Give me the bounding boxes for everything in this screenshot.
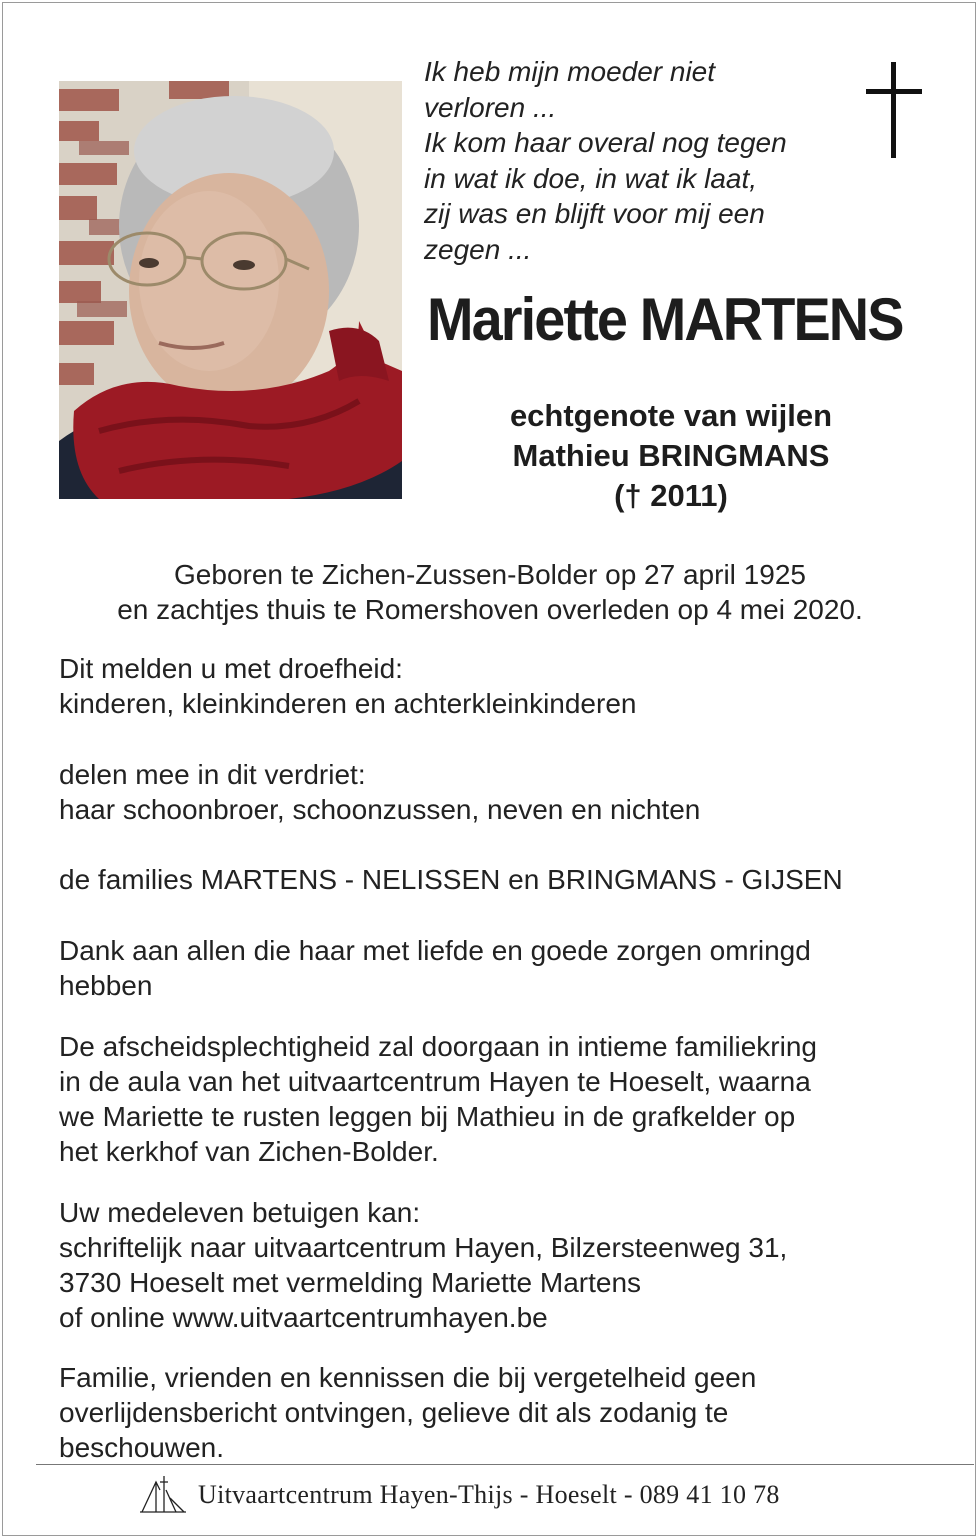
spouse-death-year: († 2011) (614, 478, 728, 513)
poem-line: verloren ... (424, 91, 557, 123)
paragraph-line: Dank aan allen die haar met liefde en goede zorgen omringd (59, 935, 811, 966)
paragraph-line: Dit melden u met droefheid: (59, 653, 403, 684)
paragraph-line: de families MARTENS - NELISSEN en BRINGMANS - GIJSEN (59, 864, 843, 895)
paragraph-line: 3730 Hoeselt met vermelding Mariette Martens (59, 1267, 642, 1298)
poem-line: zegen ... (424, 233, 532, 265)
birth-line: Geboren te Zichen-Zussen-Bolder op 27 april 1925 (174, 559, 806, 590)
paragraph-families (59, 862, 939, 897)
paragraph-line: het kerkhof van Zichen-Bolder. (59, 1136, 439, 1167)
paragraph-line: haar schoonbroer, schoonzussen, neven en nichten (59, 794, 701, 825)
death-line: en zachtjes thuis te Romershoven overleden op 4 mei 2020. (117, 593, 863, 625)
footer-text: Uitvaartcentrum Hayen-Thijs - Hoeselt - 089 41 10 78 (198, 1480, 780, 1509)
funeral-home-logo-icon (140, 1472, 188, 1516)
spouse-line: echtgenote van wijlen (509, 398, 833, 433)
poem-line: in wat ik doe, in wat ik laat, (424, 162, 758, 194)
portrait-photo (59, 81, 402, 499)
deceased-name: Mariette MARTENS (427, 286, 903, 353)
poem (424, 54, 854, 267)
paragraph-line: in de aula van het uitvaartcentrum Hayen te Hoeselt, waarna (59, 1066, 811, 1097)
paragraph-line: Uw medeleven betuigen kan: (59, 1197, 421, 1228)
paragraph-line: overlijdensbericht ontvingen, gelieve dit als zodanig te (59, 1397, 729, 1428)
spouse-name: Mathieu BRINGMANS (512, 438, 830, 473)
paragraph-line: schriftelijk naar uitvaartcentrum Hayen, Bilzersteenweg 31, (59, 1232, 788, 1263)
paragraph-line: beschouwen. (59, 1432, 225, 1463)
birth-death-info (40, 558, 940, 627)
paragraph-line: Familie, vrienden en kennissen die bij vergetelheid geen (59, 1362, 757, 1393)
paragraph-line: kinderen, kleinkinderen en achterkleinkinderen (59, 688, 637, 719)
paragraph-ceremony (59, 1029, 939, 1169)
paragraph-line: De afscheidsplechtigheid zal doorgaan in intieme familiekring (59, 1031, 817, 1062)
paragraph-line: we Mariette te rusten leggen bij Mathieu in de grafkelder op (59, 1101, 796, 1132)
paragraph-line: delen mee in dit verdriet: (59, 759, 366, 790)
poem-line: zij was en blijft voor mij een (424, 198, 765, 229)
poem-line: Ik heb mijn moeder niet (424, 56, 716, 87)
spouse-info (420, 396, 922, 516)
cross-icon (866, 62, 922, 158)
poem-line: Ik kom haar overal nog tegen (424, 127, 787, 158)
paragraph-line: of online www.uitvaartcentrumhayen.be (59, 1302, 548, 1333)
paragraph-thanks (59, 933, 939, 1003)
footer (140, 1470, 840, 1522)
paragraph-notice (59, 1360, 939, 1465)
paragraph-announcement (59, 651, 939, 721)
paragraph-condolences (59, 1195, 939, 1335)
footer-divider (36, 1464, 974, 1465)
paragraph-share-grief (59, 757, 939, 827)
paragraph-line: hebben (59, 970, 153, 1001)
portrait-illustration (59, 81, 402, 499)
